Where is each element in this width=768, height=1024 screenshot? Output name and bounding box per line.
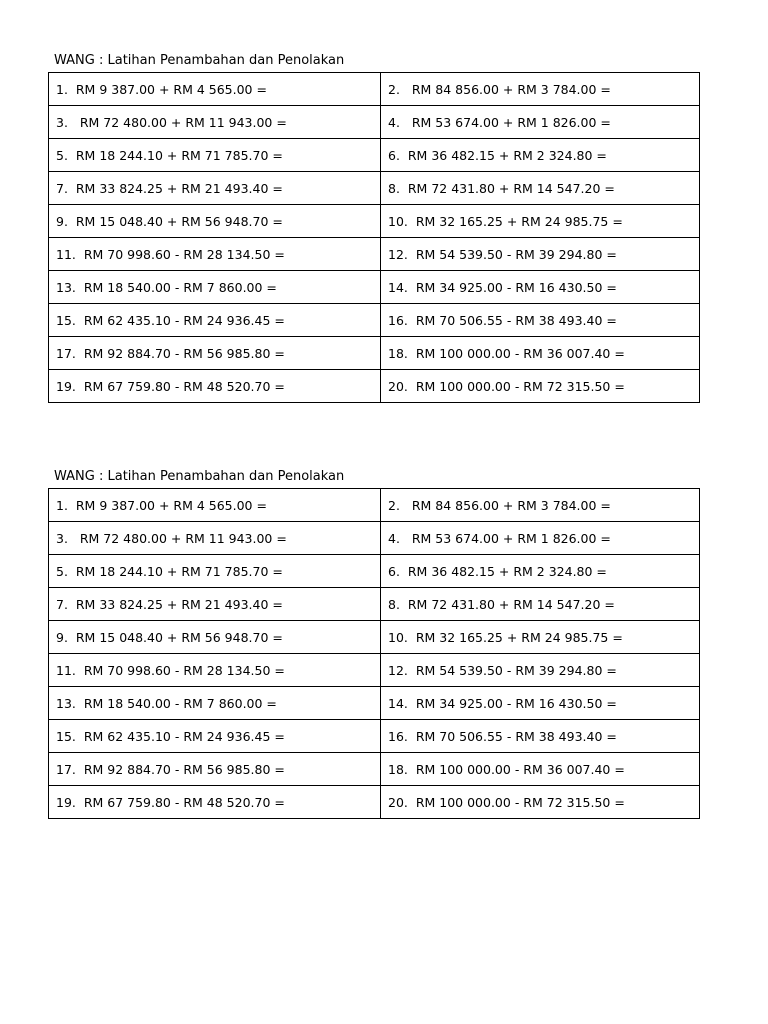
exercise-cell: 13. RM 18 540.00 - RM 7 860.00 = [49, 687, 381, 720]
exercise-cell: 17. RM 92 884.70 - RM 56 985.80 = [49, 337, 381, 370]
exercise-cell: 7. RM 33 824.25 + RM 21 493.40 = [49, 588, 381, 621]
exercise-cell: 5. RM 18 244.10 + RM 71 785.70 = [49, 555, 381, 588]
exercise-cell: 9. RM 15 048.40 + RM 56 948.70 = [49, 621, 381, 654]
exercise-cell: 11. RM 70 998.60 - RM 28 134.50 = [49, 654, 381, 687]
exercise-cell: 2. RM 84 856.00 + RM 3 784.00 = [381, 73, 700, 106]
exercise-cell: 14. RM 34 925.00 - RM 16 430.50 = [381, 687, 700, 720]
exercise-table [48, 72, 700, 403]
table-row [49, 337, 700, 370]
table-row [49, 720, 700, 753]
table-row [49, 304, 700, 337]
exercise-cell: 8. RM 72 431.80 + RM 14 547.20 = [381, 172, 700, 205]
table-row [49, 753, 700, 786]
exercise-cell: 3. RM 72 480.00 + RM 11 943.00 = [49, 522, 381, 555]
exercise-cell: 13. RM 18 540.00 - RM 7 860.00 = [49, 271, 381, 304]
exercise-cell: 6. RM 36 482.15 + RM 2 324.80 = [381, 139, 700, 172]
exercise-cell: 19. RM 67 759.80 - RM 48 520.70 = [49, 370, 381, 403]
table-row [49, 588, 700, 621]
exercise-cell: 17. RM 92 884.70 - RM 56 985.80 = [49, 753, 381, 786]
table-row [49, 687, 700, 720]
table-row [49, 489, 700, 522]
exercise-cell: 7. RM 33 824.25 + RM 21 493.40 = [49, 172, 381, 205]
exercise-cell: 15. RM 62 435.10 - RM 24 936.45 = [49, 304, 381, 337]
exercise-cell: 16. RM 70 506.55 - RM 38 493.40 = [381, 720, 700, 753]
table-row [49, 522, 700, 555]
table-row [49, 238, 700, 271]
table-row [49, 654, 700, 687]
exercise-table [48, 488, 700, 819]
worksheet-title: WANG : Latihan Penambahan dan Penolakan [54, 53, 345, 68]
table-row [49, 555, 700, 588]
exercise-cell: 18. RM 100 000.00 - RM 36 007.40 = [381, 337, 700, 370]
exercise-cell: 2. RM 84 856.00 + RM 3 784.00 = [381, 489, 700, 522]
exercise-cell: 1. RM 9 387.00 + RM 4 565.00 = [49, 489, 381, 522]
table-row [49, 106, 700, 139]
exercise-cell: 19. RM 67 759.80 - RM 48 520.70 = [49, 786, 381, 819]
table-row [49, 73, 700, 106]
exercise-cell: 3. RM 72 480.00 + RM 11 943.00 = [49, 106, 381, 139]
exercise-cell: 5. RM 18 244.10 + RM 71 785.70 = [49, 139, 381, 172]
exercise-cell: 1. RM 9 387.00 + RM 4 565.00 = [49, 73, 381, 106]
exercise-cell: 12. RM 54 539.50 - RM 39 294.80 = [381, 238, 700, 271]
exercise-cell: 11. RM 70 998.60 - RM 28 134.50 = [49, 238, 381, 271]
exercise-cell: 6. RM 36 482.15 + RM 2 324.80 = [381, 555, 700, 588]
table-row [49, 139, 700, 172]
exercise-cell: 4. RM 53 674.00 + RM 1 826.00 = [381, 522, 700, 555]
exercise-cell: 4. RM 53 674.00 + RM 1 826.00 = [381, 106, 700, 139]
exercise-cell: 8. RM 72 431.80 + RM 14 547.20 = [381, 588, 700, 621]
exercise-cell: 20. RM 100 000.00 - RM 72 315.50 = [381, 370, 700, 403]
exercise-cell: 9. RM 15 048.40 + RM 56 948.70 = [49, 205, 381, 238]
table-row [49, 621, 700, 654]
table-row [49, 205, 700, 238]
exercise-cell: 10. RM 32 165.25 + RM 24 985.75 = [381, 205, 700, 238]
table-row [49, 271, 700, 304]
exercise-cell: 14. RM 34 925.00 - RM 16 430.50 = [381, 271, 700, 304]
worksheet-1 [48, 52, 699, 403]
exercise-cell: 16. RM 70 506.55 - RM 38 493.40 = [381, 304, 700, 337]
table-row [49, 172, 700, 205]
table-row [49, 786, 700, 819]
exercise-cell: 18. RM 100 000.00 - RM 36 007.40 = [381, 753, 700, 786]
worksheet-2 [48, 468, 699, 819]
exercise-cell: 20. RM 100 000.00 - RM 72 315.50 = [381, 786, 700, 819]
table-row [49, 370, 700, 403]
worksheet-title: WANG : Latihan Penambahan dan Penolakan [54, 469, 345, 484]
exercise-cell: 15. RM 62 435.10 - RM 24 936.45 = [49, 720, 381, 753]
exercise-cell: 12. RM 54 539.50 - RM 39 294.80 = [381, 654, 700, 687]
exercise-cell: 10. RM 32 165.25 + RM 24 985.75 = [381, 621, 700, 654]
